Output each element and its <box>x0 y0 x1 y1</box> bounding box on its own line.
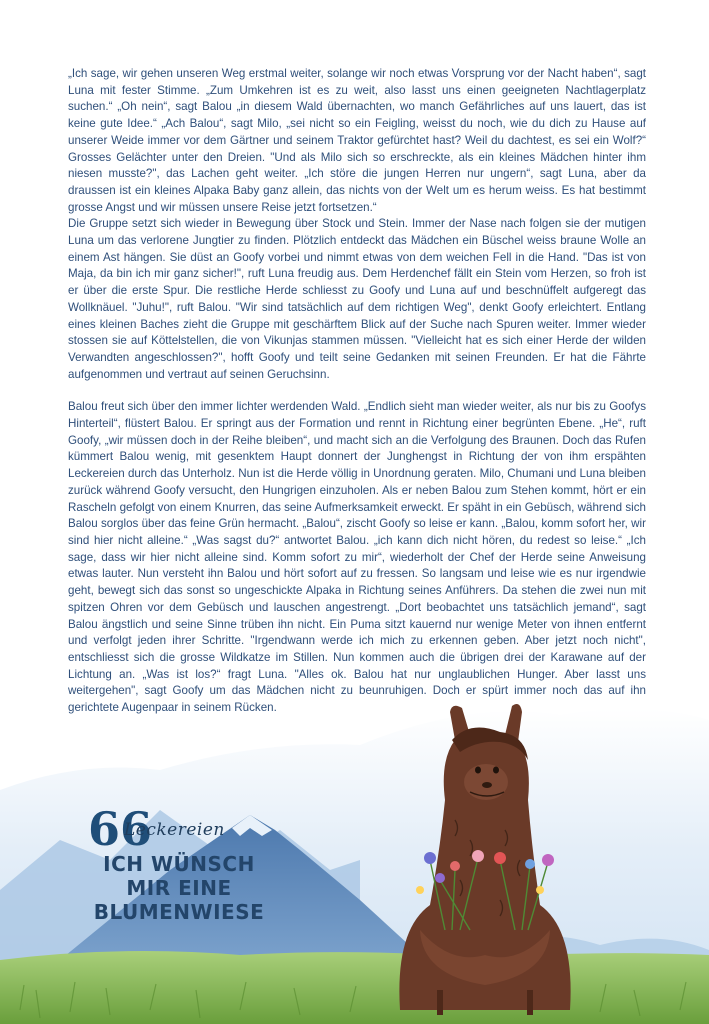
headline-line: ICH WÜNSCH <box>103 852 255 876</box>
category-label: Leckereien <box>124 820 225 840</box>
headline-line: MIR EINE <box>126 876 232 900</box>
story-paragraph: Balou freut sich über den immer lichter werdenden Wald. „Endlich sieht man wieder weiter, als nur bis zu Goofys Hinterteil“, flüstert Balou. Er springt aus der Formation und rennt in Richtung einer begrünten Ebene. „He“, ruft Goofy, „wir müssen doch in der Reihe bleiben“, und macht sich an die Verfolgung des Braunen. Doch das Rufen kümmert Balou wenig, mit gesenktem Haupt donnert der Junghengst in Richtung der von ihm erspähten Leckereien durch das Unterholz. Nun ist die Herde völlig in Unordnung geraten. Milo, Chumani und Luna bleiben zurück während Goofy versucht, den Hungrigen einzuholen. Als er neben Balou zum Stehen kommt, hört er ein Rascheln gefolgt von einem Knurren, das seine Aufmerksamkeit erweckt. Er späht in ein Gebüsch, während sich Balou sorglos über das feine Grün hermacht. „Balou“, zischt Goofy so leise er kann. „Balou, komm sofort her, wir sind hier nicht alleine.“ „Was sagst du?“ antwortet Balou. „ich kann dich nicht hören, du redest so leise.“ „Ich sage, dass wir hier nicht alleine sind. Komm sofort zu mir“, wiederholt der Chef der Herde seine Anweisung etwas lauter. Nun versteht ihn Balou und hört sofort auf zu fressen. So langsam und leise wie es nur irgendwie geht, bewegt sich das sonst so ungeschickte Alpaka in Richtung seines Anführers. Da stehen die zwei nun mit spitzen Ohren vor dem Gebüsch und lauschen angestrengt. „Dort beobachtet uns tatsächlich jemand“, sagt Balou ängstlich und seine Sinne trüben ihn nicht. Ein Puma sitzt kauernd nur wenige Meter von ihnen entfernt und verfolgt jeden ihrer Schritte. "Irgendwann werde ich mich zu erkennen geben. Aber jetzt noch nicht", entschliesst sich die grosse Wildkatze im Stillen. Nun kommen auch die übrigen drei der Karawane auf der Lichtung an. „Was ist los?“ fragt Luna. "Alles ok. Balou hat nur unglaublichen Hunger. Aber lasst uns weitergehen", sagt Goofy um das Mädchen nicht zu beunruhigen. Doch er spürt immer noch das auf ihn gerichtete Augenpaar in seinem Rücken. <box>68 400 646 715</box>
quote-mark-icon: 66 <box>88 802 153 856</box>
story-paragraph: Die Gruppe setzt sich wieder in Bewegung über Stock und Stein. Immer der Nase nach folgen sie der mutigen Luna um das verlorene Jungtier zu finden. Plötzlich entdeckt das Mädchen ein Büschel weiss braune Wolle an einem Ast hängen. Sie düst an Goofy vorbei und nimmt etwas von dem weichen Fell in die Hand. "Das ist von Maja, da bin ich mir ganz sicher!", ruft Luna freudig aus. Dem Herdenchef fällt ein Stein vom Herzen, so froh ist er über die erste Spur. Die restliche Herde schliesst zu Goofy und Luna auf und beschnüffelt aufgeregt das Wollknäuel. "Juhu!", ruft Balou. "Wir sind tatsächlich auf dem richtigen Weg", denkt Goofy erleichtert. Entlang eines kleinen Baches zieht die Gruppe mit geschärftem Blick auf der Suche nach Spuren weiter. Immer wieder stossen sie auf Köttelstellen, die von Vikunjas stammen müssen. "Vielleicht hat es sich einer Herde der wilden Verwandten angeschlossen?", hofft Goofy und teilt seine Gedanken mit seinen Freunden. Er hat die Fährte aufgenommen und vertraut auf seinen Geruchsinn. <box>68 217 646 381</box>
headline-line: BLUMENWIESE <box>93 900 265 924</box>
headline <box>84 852 274 924</box>
story-text <box>68 66 646 717</box>
story-paragraph: „Ich sage, wir gehen unseren Weg erstmal weiter, solange wir noch etwas Vorsprung vor der Nacht haben“, sagt Luna mit fester Stimme. „Zum Umkehren ist es zu weit, also lasst uns einen geeigneten Nachtlagerplatz suchen.“ „Oh nein“, sagt Balou „in diesem Wald übernachten, wo manch Gefährliches auf uns lauert, das ist keine gute Idee.“ „Ach Balou“, sagt Milo, „sei nicht so ein Feigling, weisst du noch, wie du dich zu Hause auf unserer Weide immer vor dem Gärtner und seinem Traktor gefürchtet hast? Weil du dachtest, es sei ein Wolf?“ Grosses Gelächter unter den Dreien. "Und als Milo sich so erschreckte, als ein kleines Mädchen hinter ihm niesen musste?", das Lachen geht weiter. „Ich störe die jungen Herren nur ungern“, sagt Luna, aber da draussen ist ein kleines Alpaka Baby ganz allein, das nichts von der Welt um es herum weiss. Es hat bestimmt grosse Angst und wir müssen unsere Reise jetzt fortsetzen.“ <box>68 67 646 214</box>
grass-meadow <box>0 951 709 1024</box>
